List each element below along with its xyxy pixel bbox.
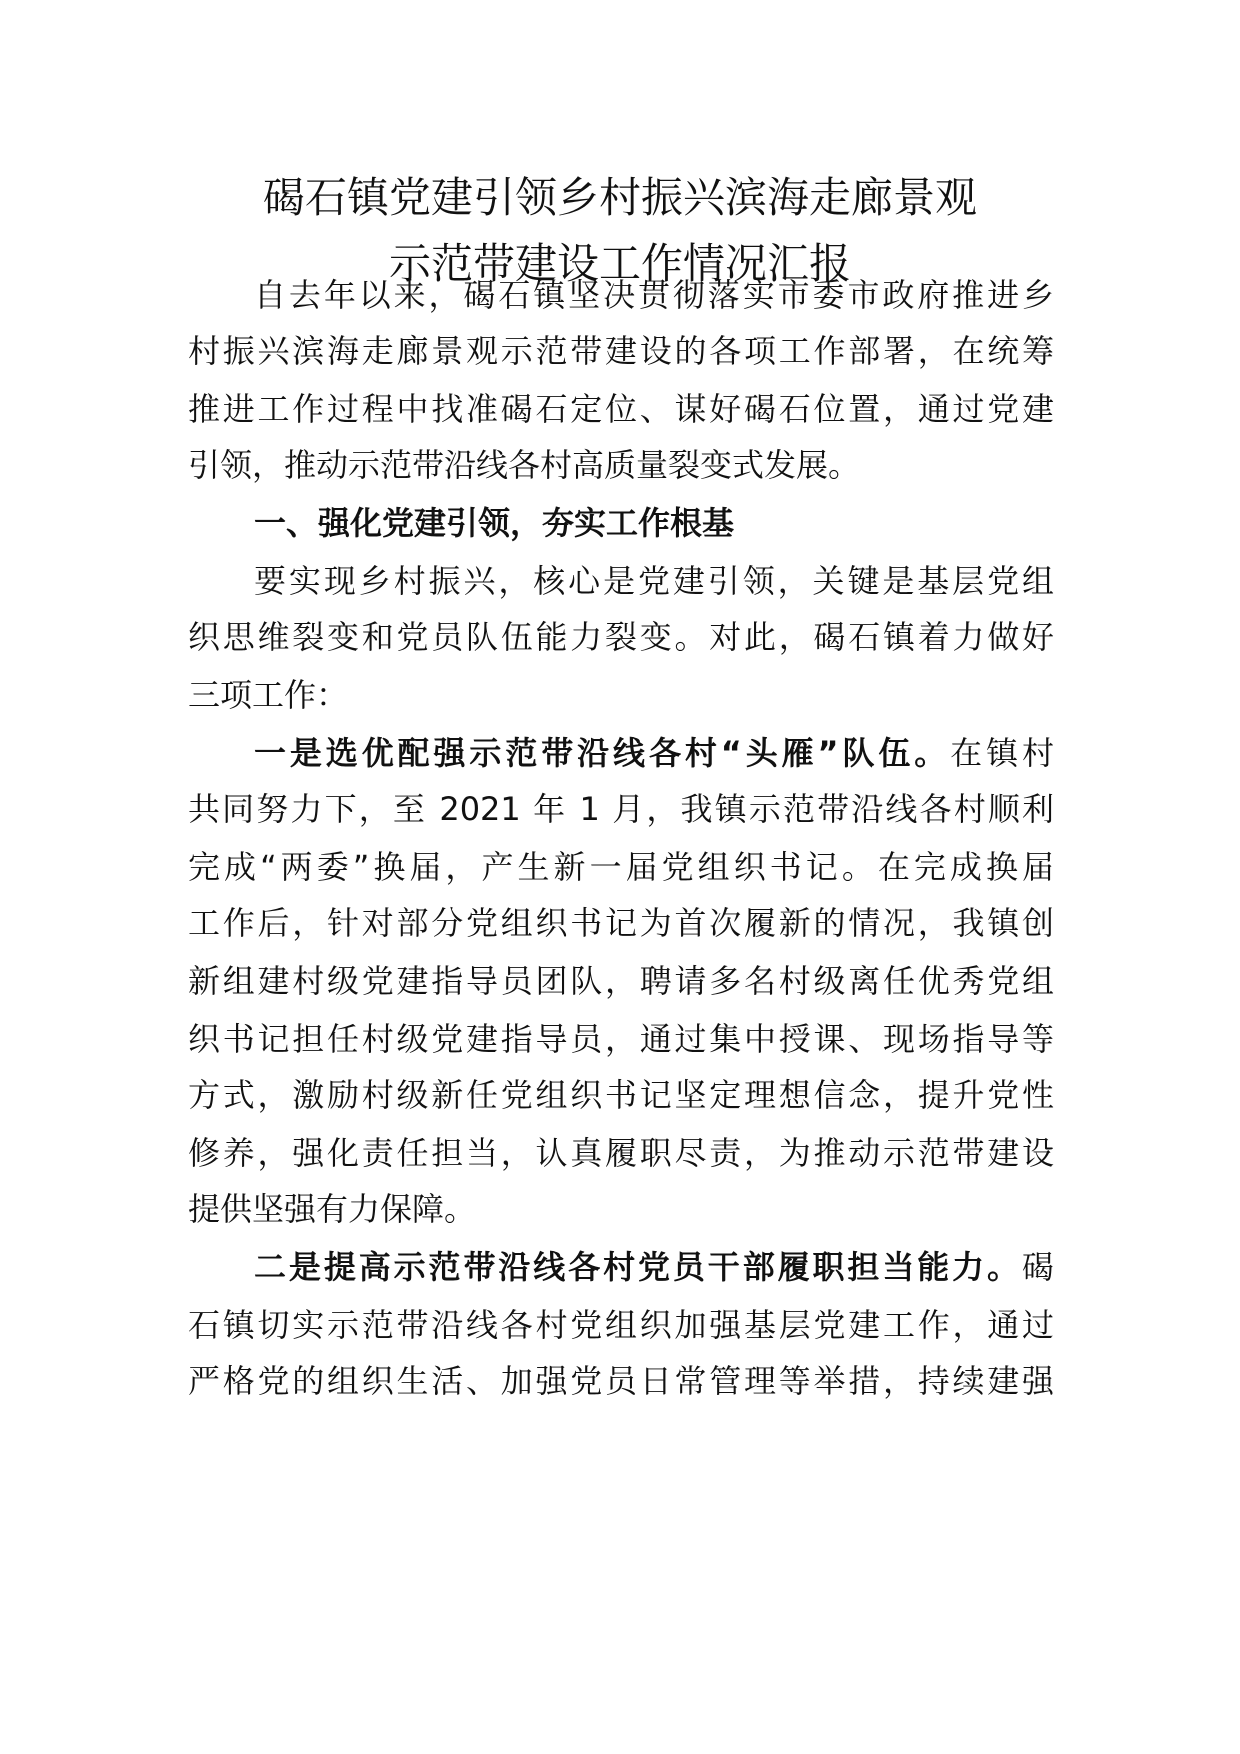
item-1-lead-tail: 在镇村	[950, 734, 1054, 772]
intro-line-4: 引领，推动示范带沿线各村高质量裂变式发展。	[188, 446, 861, 484]
item-1-first-line	[254, 733, 1054, 773]
item-1-lead-bold: 一是选优配强示范带沿线各村“头雁”队伍。	[254, 734, 951, 772]
intro-line-3: 推进工作过程中找准碣石定位、谋好碣石位置，通过党建	[188, 390, 1054, 428]
item-2-lead-tail: 碣	[1021, 1248, 1054, 1286]
document-title-line-2: 示范带建设工作情况汇报	[388, 239, 851, 288]
item-2-line-2: 严格党的组织生活、加强党员日常管理等举措，持续建强	[188, 1362, 1054, 1400]
item-2-lead-bold: 二是提高示范带沿线各村党员干部履职担当能力。	[254, 1248, 1022, 1286]
item-1-line-4: 新组建村级党建指导员团队，聘请多名村级离任优秀党组	[188, 962, 1054, 1000]
intro-line-1: 自去年以来，碣石镇坚决贯彻落实市委市政府推进乡	[254, 276, 1054, 314]
item-1-line-7: 修养，强化责任担当，认真履职尽责，为推动示范带建设	[188, 1134, 1054, 1172]
item-1-line-5: 织书记担任村级党建指导员，通过集中授课、现场指导等	[188, 1020, 1054, 1058]
section-1-line-1: 要实现乡村振兴，核心是党建引领，关键是基层党组	[254, 562, 1054, 600]
section-1-line-3: 三项工作：	[188, 676, 349, 714]
item-1-line-3: 工作后，针对部分党组织书记为首次履新的情况，我镇创	[188, 904, 1054, 942]
section-1-line-2: 织思维裂变和党员队伍能力裂变。对此，碣石镇着力做好	[188, 618, 1054, 656]
item-1-line-8: 提供坚强有力保障。	[188, 1190, 477, 1228]
item-1-line-6: 方式，激励村级新任党组织书记坚定理想信念，提升党性	[188, 1076, 1054, 1114]
item-2-first-line	[254, 1247, 1054, 1287]
item-1-line-2: 完成“两委”换届，产生新一届党组织书记。在完成换届	[188, 848, 1054, 886]
item-2-line-1: 石镇切实示范带沿线各村党组织加强基层党建工作，通过	[188, 1306, 1054, 1344]
item-1-line-1: 共同努力下，至 2021 年 1 月，我镇示范带沿线各村顺利	[188, 790, 1054, 828]
section-1-heading: 一、强化党建引领，夯实工作根基	[254, 504, 735, 542]
document-title-line-1: 碣石镇党建引领乡村振兴滨海走廊景观	[262, 173, 977, 222]
intro-line-2: 村振兴滨海走廊景观示范带建设的各项工作部署，在统筹	[188, 332, 1054, 370]
